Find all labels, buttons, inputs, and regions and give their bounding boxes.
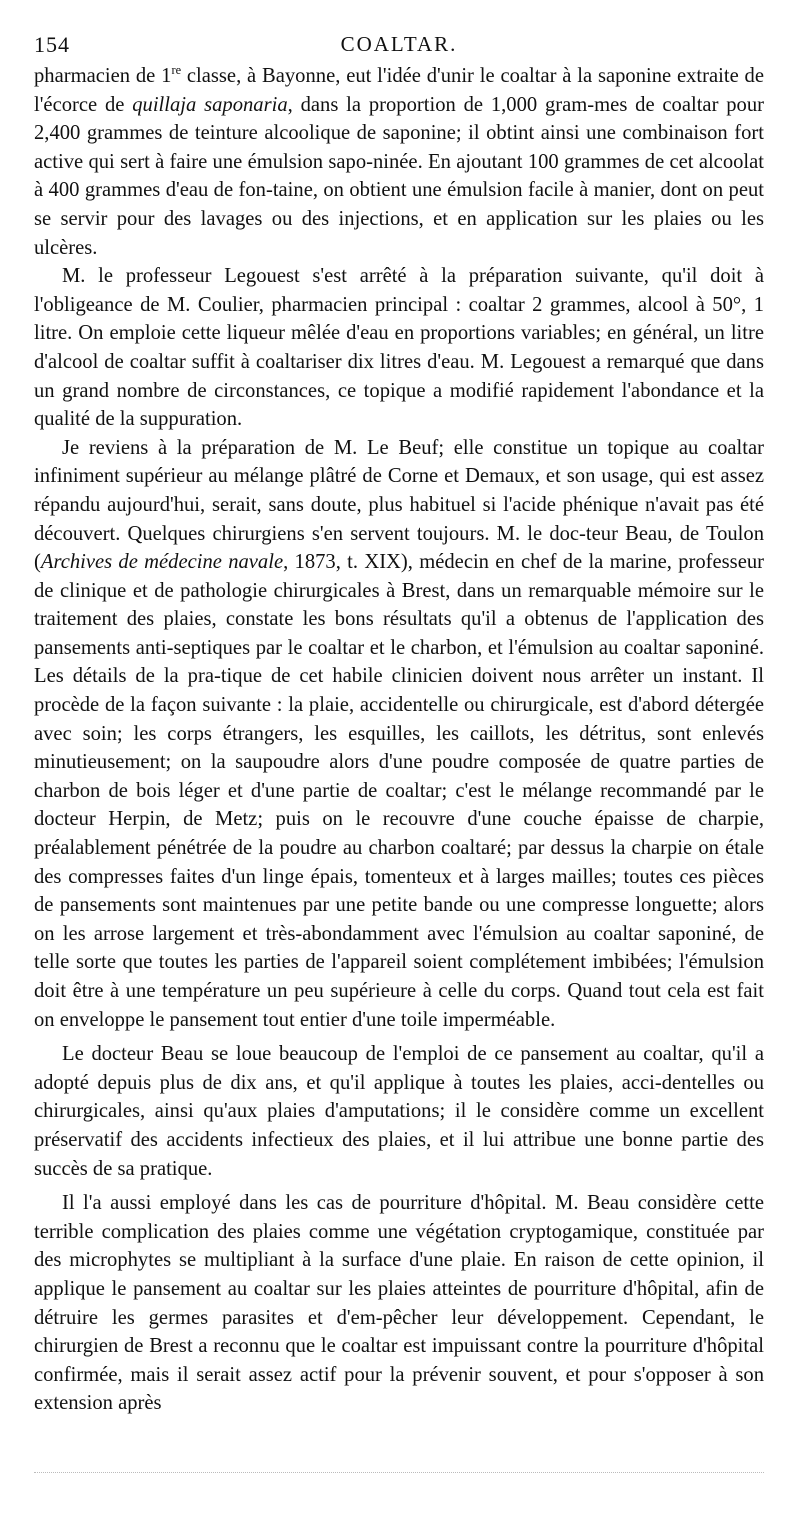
italic-run: Archives de médecine navale [40, 551, 284, 574]
paragraph-1 [34, 62, 764, 262]
text-run: , 1873, t. XIX), médecin en chef de la marine, professeur de clinique et de pathologie chirurgicales à Brest, dans un remarquable mémoire sur le traitement des plaies, constate les bons résultats qu'il a obtenus de l'application des pansements anti-septiques par le coaltar et le charbon, et l'émulsion au coaltar saponiné. Les détails de la pra-tique de cet habile clinicien doivent nous arrêter un instant. Il procède de la façon suivante : la plaie, accidentelle ou chirurgicale, est d'abord détergée avec soin; les corps étrangers, les esquilles, les caillots, les détritus, sont enlevés minutieusement; on la saupoudre alors d'une poudre composée de quatre parties de charbon de bois léger et d'une partie de coaltar; c'est le mélange recommandé par le docteur Herpin, de Metz; puis on le recouvre d'une couche épaisse de charpie, préalablement pénétrée de la poudre au charbon coaltaré; par dessus la charpie on étale des compresses faites d'un linge épais, tomenteux et à larges mailles; toutes ces pièces de pansements sont maintenues par une petite bande ou une compresse longuette; alors on les arrose largement et très-abondamment avec l'émulsion au coaltar saponiné, de telle sorte que toutes les parties de l'appareil soient complétement imbibées; l'émulsion doit être à une température un peu supérieure à celle du corps. Quand tout cela est fait on enveloppe le pansement tout entier d'une toile imperméable. [34, 551, 764, 1031]
text-run: Je reviens à la préparation de M. Le Beuf; elle constitue un topique au coaltar infiniment supérieur au mélange plâtré de Corne et Demaux, et son usage, qui est assez répandu aujourd'hui, serait, sans doute, plus habituel si l'acide phénique n'avait pas été découvert. Quelques chirurgiens s'en servent toujours. M. le doc-teur Beau, de Toulon ( [34, 436, 764, 574]
superscript-run: re [171, 63, 182, 78]
body-text [34, 62, 764, 1418]
text-run: Il l'a aussi employé dans les cas de pourriture d'hôpital. M. Beau considère cette terrible complication des plaies comme une végétation cryptogamique, constituée par des microphytes se multipliant à la surface d'une plaie. En raison de cette opinion, il applique le pansement au coaltar sur les plaies atteintes de pourriture d'hôpital, afin de détruire les germes parasites et d'em-pêcher leur développement. Cependant, le chirurgien de Brest a reconnu que le coaltar est impuissant contre la pourriture d'hôpital confirmée, mais il serait assez actif pour la prévenir souvent, et pour s'opposer à son extension après [34, 1192, 764, 1415]
text-run: M. le professeur Legouest s'est arrêté à la préparation suivante, qu'il doit à l'obligeance de M. Coulier, pharmacien principal : coaltar 2 grammes, alcool à 50°, 1 litre. On emploie cette liqueur mêlée d'eau en proportions variables; en général, un litre d'alcool de coaltar suffit à coaltariser dix litres d'eau. M. Legouest a remarqué que dans un grand nombre de circonstances, ce topique a modifié rapidement l'abondance et la qualité de la suppuration. [34, 265, 764, 431]
paragraph-5 [34, 1189, 764, 1418]
page-number: 154 [34, 32, 70, 57]
footer-rule [34, 1472, 764, 1473]
paragraph-4 [34, 1040, 764, 1183]
running-title: COALTAR. [340, 32, 458, 56]
text-run: Le docteur Beau se loue beaucoup de l'emploi de ce pansement au coaltar, qu'il a adopté depuis plus de dix ans, et qu'il applique à toutes les plaies, acci-dentelles ou chirurgicales, ainsi qu'aux plaies d'amputations; il le considère comme un excellent préservatif des accidents infectieux des plaies, et il lui attribue une bonne partie des succès de sa pratique. [34, 1043, 764, 1180]
paragraph-3 [34, 434, 764, 1034]
text-run: pharmacien de 1 [34, 65, 172, 87]
text-run: classe, à Bayonne, eut l'idée d'unir le coaltar à la saponine extraite de l'écorce de [34, 65, 764, 116]
italic-run: quillaja saponaria [132, 93, 288, 116]
page-header [34, 28, 764, 62]
paragraph-2 [34, 262, 764, 434]
text-run: , dans la proportion de 1,000 gram-mes de coaltar pour 2,400 grammes de teinture alcoolique de saponine; il obtint ainsi une combinaison fort active qui sert à faire une émulsion sapo-ninée. En ajoutant 100 grammes de cet alcoolat à 400 grammes d'eau de fon-taine, on obtient une émulsion facile à manier, dont on peut se servir pour des lavages ou des injections, et en application sur les plaies ou les ulcères. [34, 93, 764, 259]
